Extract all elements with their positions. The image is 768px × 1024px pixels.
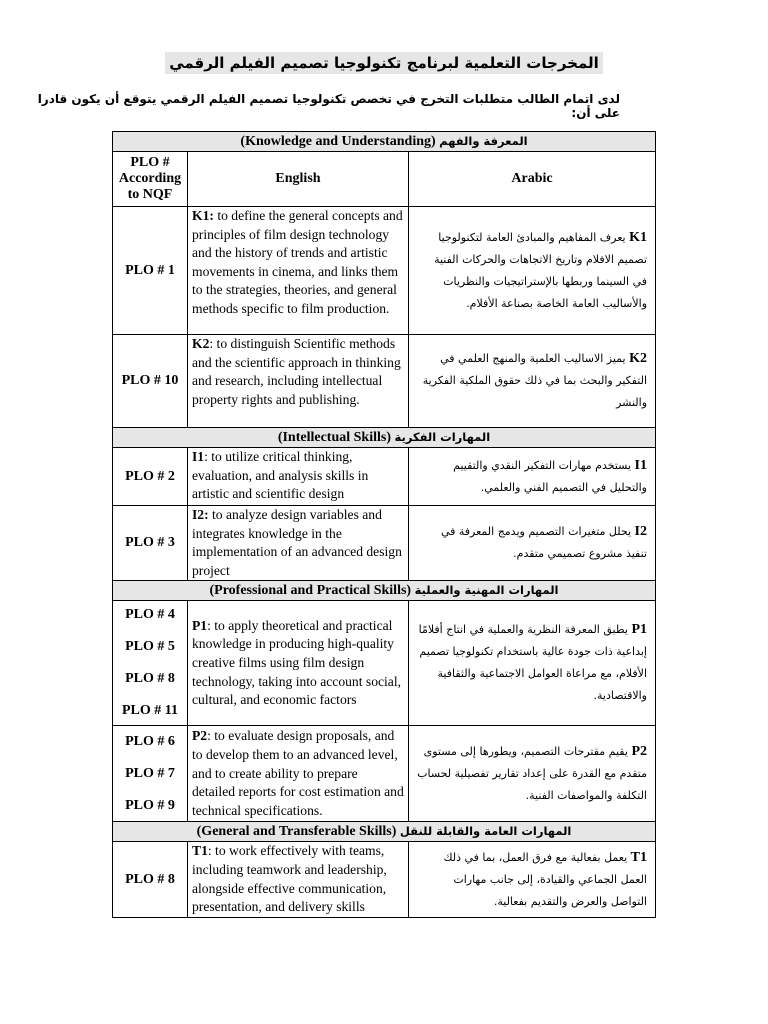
outcome-arabic: يعمل بفعالية مع فرق العمل، بما في ذلك العمل الجماعي والقيادة، إلى جانب مهارات التواصل والعرض والتقديم بفعالية.	[443, 850, 647, 908]
table-row	[113, 207, 656, 335]
section-ar: المهارات الفكرية	[394, 429, 491, 444]
outcome-arabic: يستخدم مهارات التفكير النقدي والتقييم والتحليل في التصميم الفني والعلمي.	[453, 458, 647, 494]
section-intellectual	[113, 428, 656, 448]
english-cell	[188, 601, 409, 726]
outcome-code: P1	[192, 617, 208, 633]
outcome-arabic: يعرف المفاهيم والمبادئ العامة لتكنولوجيا تصميم الافلام وتاريخ الاتجاهات والحركات الفنية في السينما وربطها بالإستراتيجيات والنظريات والأساليب العامة الخاصة بصناعة الأفلام.	[434, 230, 647, 310]
outcome-code-ar: P2	[631, 743, 647, 759]
section-general	[113, 822, 656, 842]
plo-label: PLO # 9	[125, 797, 175, 813]
section-en: (General and Transferable Skills)	[196, 823, 397, 839]
outcome-code: K2	[192, 336, 210, 351]
section-en: (Knowledge and Understanding)	[240, 133, 436, 149]
section-en: (Intellectual Skills)	[277, 429, 391, 445]
english-cell	[188, 207, 409, 335]
arabic-cell	[409, 207, 656, 335]
intro-text: لدى اتمام الطالب متطلبات التخرج في تخصص تكنولوجيا تصميم الفيلم الرقمي يتوقع أن يكون قادرا على أن:	[37, 92, 620, 120]
plo-label: PLO # 11	[121, 703, 178, 719]
arabic-cell	[409, 335, 656, 428]
outcome-code-ar: K1	[629, 229, 647, 245]
plo-label: PLO # 4	[125, 607, 175, 623]
header-plo: PLO # According to NQF	[113, 152, 188, 207]
outcome-english: to analyze design variables and integrates knowledge in the implementation of an advanced design project	[192, 507, 402, 578]
outcome-code-ar: I2	[634, 524, 647, 540]
document-title-wrap	[0, 52, 768, 74]
section-ar: المهارات المهنية والعملية	[414, 582, 559, 597]
english-cell	[188, 448, 409, 506]
outcome-english: : to utilize critical thinking, evaluation, and analysis skills in artistic and scientific design	[192, 449, 369, 502]
table-row	[113, 726, 656, 822]
plo-cell: PLO # 10	[113, 335, 188, 428]
arabic-cell	[409, 842, 656, 918]
header-arabic: Arabic	[409, 152, 656, 207]
outcome-arabic: يحلل متغيرات التصميم ويدمج المعرفة في تنفيذ مشروع تصميمي متقدم.	[440, 525, 647, 561]
plo-label: PLO # 7	[125, 765, 175, 781]
learning-outcomes-table	[112, 131, 656, 918]
outcome-arabic: يقيم مقترحات التصميم، ويطورها إلى مستوى متقدم مع القدرة على إعداد تقارير تفصيلية لحساب التكلفة والمواصفات الفنية.	[417, 744, 647, 802]
outcome-code-ar: T1	[630, 849, 647, 865]
plo-cell	[113, 601, 188, 726]
table-row	[113, 601, 656, 726]
english-cell	[188, 726, 409, 822]
english-cell	[188, 842, 409, 918]
outcome-arabic: يطبق المعرفة النظرية والعملية في انتاج أفلامًا إبداعية ذات جودة عالية باستخدام تكنولوجيا تصميم الأفلام، مع مراعاة العوامل الاجتماعية والثقافية والاقتصادية.	[418, 623, 647, 703]
outcome-english: to define the general concepts and principles of film design technology and the history of trends and artistic movements in cinema, and links them to the strategies, theories, and general methods specific to film production.	[192, 208, 403, 316]
outcome-english: : to distinguish Scientific methods and the scientific approach in thinking and research, including intellectual property rights and publishing.	[192, 336, 401, 407]
table-header	[113, 152, 656, 207]
table-row	[113, 506, 656, 581]
section-en: (Professional and Practical Skills)	[209, 582, 412, 598]
outcome-code-ar: I1	[634, 457, 647, 473]
english-cell	[188, 506, 409, 581]
section-professional	[113, 581, 656, 601]
table-row	[113, 842, 656, 918]
plo-cell: PLO # 3	[113, 506, 188, 581]
arabic-cell	[409, 506, 656, 581]
outcome-code: I2:	[192, 507, 209, 522]
header-english: English	[188, 152, 409, 207]
section-ar: المعرفة والفهم	[439, 133, 528, 148]
plo-cell: PLO # 8	[113, 842, 188, 918]
plo-cell: PLO # 1	[113, 207, 188, 335]
outcome-english: : to evaluate design proposals, and to develop them to an advanced level, and to create ability to prepare detailed reports for cost estimation and technical specifications.	[192, 728, 404, 818]
arabic-cell	[409, 726, 656, 822]
plo-cell	[113, 726, 188, 822]
table-row	[113, 335, 656, 428]
section-ar: المهارات العامة والقابلة للنقل	[399, 823, 572, 838]
outcome-code: K1:	[192, 208, 214, 223]
plo-cell: PLO # 2	[113, 448, 188, 506]
table-row	[113, 448, 656, 506]
outcome-code-ar: P1	[631, 622, 647, 638]
outcome-code: P2	[192, 728, 208, 744]
outcome-arabic: يميز الاساليب العلمية والمنهج العلمي في التفكير والبحث بما في ذلك حقوق الملكية الفكرية والنشر	[422, 352, 647, 409]
plo-label: PLO # 6	[125, 733, 175, 749]
outcome-english: : to work effectively with teams, including teamwork and leadership, alongside effective communication, presentation, and delivery skills	[192, 843, 387, 915]
outcome-code: I1	[192, 449, 205, 464]
section-knowledge	[113, 132, 656, 152]
document-title: المخرجات التعلمية لبرنامج تكنولوجيا تصميم الفيلم الرقمي	[165, 52, 603, 74]
outcome-code: T1	[192, 843, 208, 859]
plo-label: PLO # 5	[125, 639, 175, 655]
outcome-code-ar: K2	[629, 351, 647, 366]
outcome-english: : to apply theoretical and practical knowledge in producing high-quality creative films using film design technology, taking into account social, cultural, and economic factors	[192, 617, 402, 708]
arabic-cell	[409, 448, 656, 506]
english-cell	[188, 335, 409, 428]
arabic-cell	[409, 601, 656, 726]
plo-label: PLO # 8	[125, 671, 175, 687]
